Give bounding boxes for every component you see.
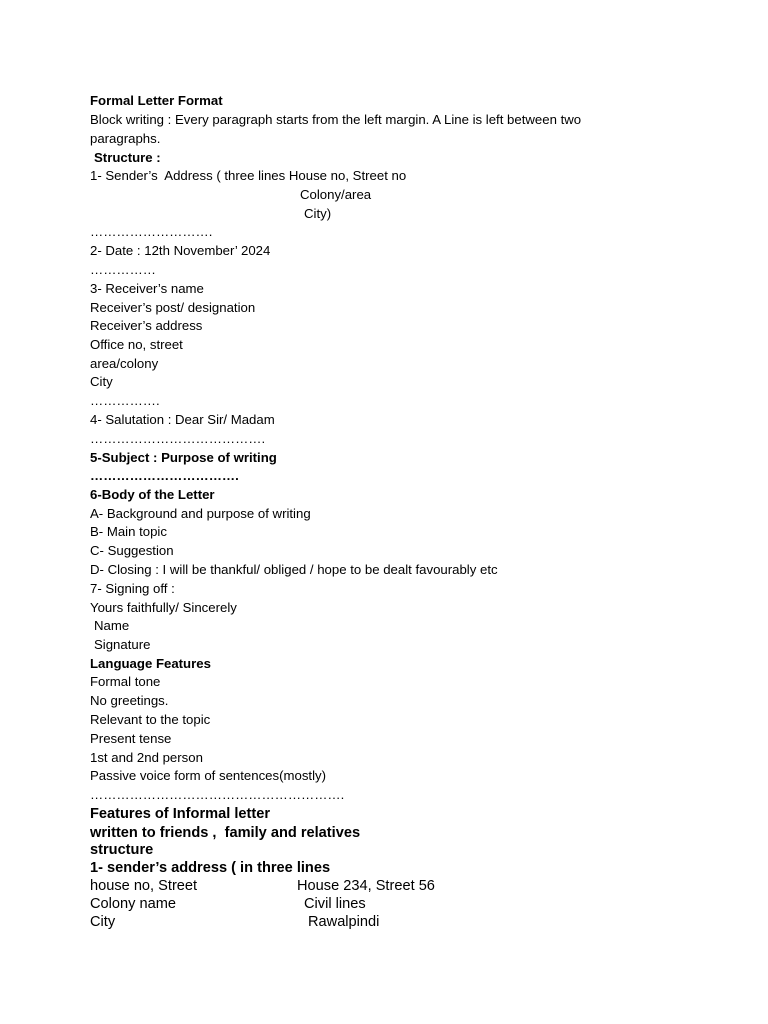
informal-row-example: House 234, Street 56 — [297, 878, 435, 894]
body-item-c: C- Suggestion — [90, 543, 174, 558]
body-item-d: D- Closing : I will be thankful/ obliged / hope to be dealt favourably etc — [90, 562, 498, 577]
language-item: Passive voice form of sentences(mostly) — [90, 768, 326, 783]
language-item: Formal tone — [90, 674, 161, 689]
sender-line-1: 1- Sender’s Address ( three lines House no, Street no — [90, 168, 407, 183]
subject-line: 5-Subject : Purpose of writing — [90, 450, 277, 465]
body-item-a: A- Background and purpose of writing — [90, 506, 311, 521]
language-item: 1st and 2nd person — [90, 750, 203, 765]
dots-separator-1: ………………………. — [90, 224, 213, 239]
area-line: area/colony — [90, 356, 159, 371]
intro-line-2: paragraphs. — [90, 131, 161, 146]
informal-row-label: Colony name — [90, 896, 176, 912]
signing-off: 7- Signing off : — [90, 581, 175, 596]
intro-line-1: Block writing : Every paragraph starts from the left margin. A Line is left between two — [90, 112, 582, 127]
receiver-post: Receiver’s post/ designation — [90, 300, 256, 315]
dots-separator-6: …………………………………………………. — [90, 787, 345, 802]
office-line: Office no, street — [90, 337, 183, 352]
receiver-address: Receiver’s address — [90, 318, 203, 333]
date-line: 2- Date : 12th November’ 2024 — [90, 243, 271, 258]
language-item: Present tense — [90, 731, 172, 746]
dots-separator-2: …………… — [90, 262, 156, 277]
dots-separator-5: ……………………………. — [90, 468, 239, 483]
receiver-name: 3- Receiver’s name — [90, 281, 204, 296]
formal-title: Formal Letter Format — [90, 93, 223, 108]
informal-heading: Features of Informal letter — [90, 806, 271, 822]
informal-row-example: Civil lines — [304, 896, 366, 912]
signature-line: Signature — [94, 637, 151, 652]
salutation-line: 4- Salutation : Dear Sir/ Madam — [90, 412, 275, 427]
informal-row-label: house no, Street — [90, 878, 198, 894]
sender-line-2: Colony/area — [300, 187, 372, 202]
informal-written-to: written to friends , family and relatives — [90, 825, 361, 841]
dots-separator-4: …………………………………. — [90, 431, 266, 446]
sender-line-3: City) — [304, 206, 332, 221]
informal-structure: structure — [90, 842, 154, 858]
city-line: City — [90, 374, 113, 389]
language-heading: Language Features — [90, 656, 211, 671]
structure-heading: Structure : — [94, 150, 161, 165]
informal-row-label: City — [90, 914, 116, 930]
informal-row-example: Rawalpindi — [308, 914, 380, 930]
name-line: Name — [94, 618, 130, 633]
body-item-b: B- Main topic — [90, 524, 167, 539]
yours-line: Yours faithfully/ Sincerely — [90, 600, 237, 615]
dots-separator-3: ……………. — [90, 393, 160, 408]
body-heading: 6-Body of the Letter — [90, 487, 215, 502]
language-item: No greetings. — [90, 693, 169, 708]
informal-sender-heading: 1- sender’s address ( in three lines — [90, 860, 331, 876]
language-item: Relevant to the topic — [90, 712, 211, 727]
